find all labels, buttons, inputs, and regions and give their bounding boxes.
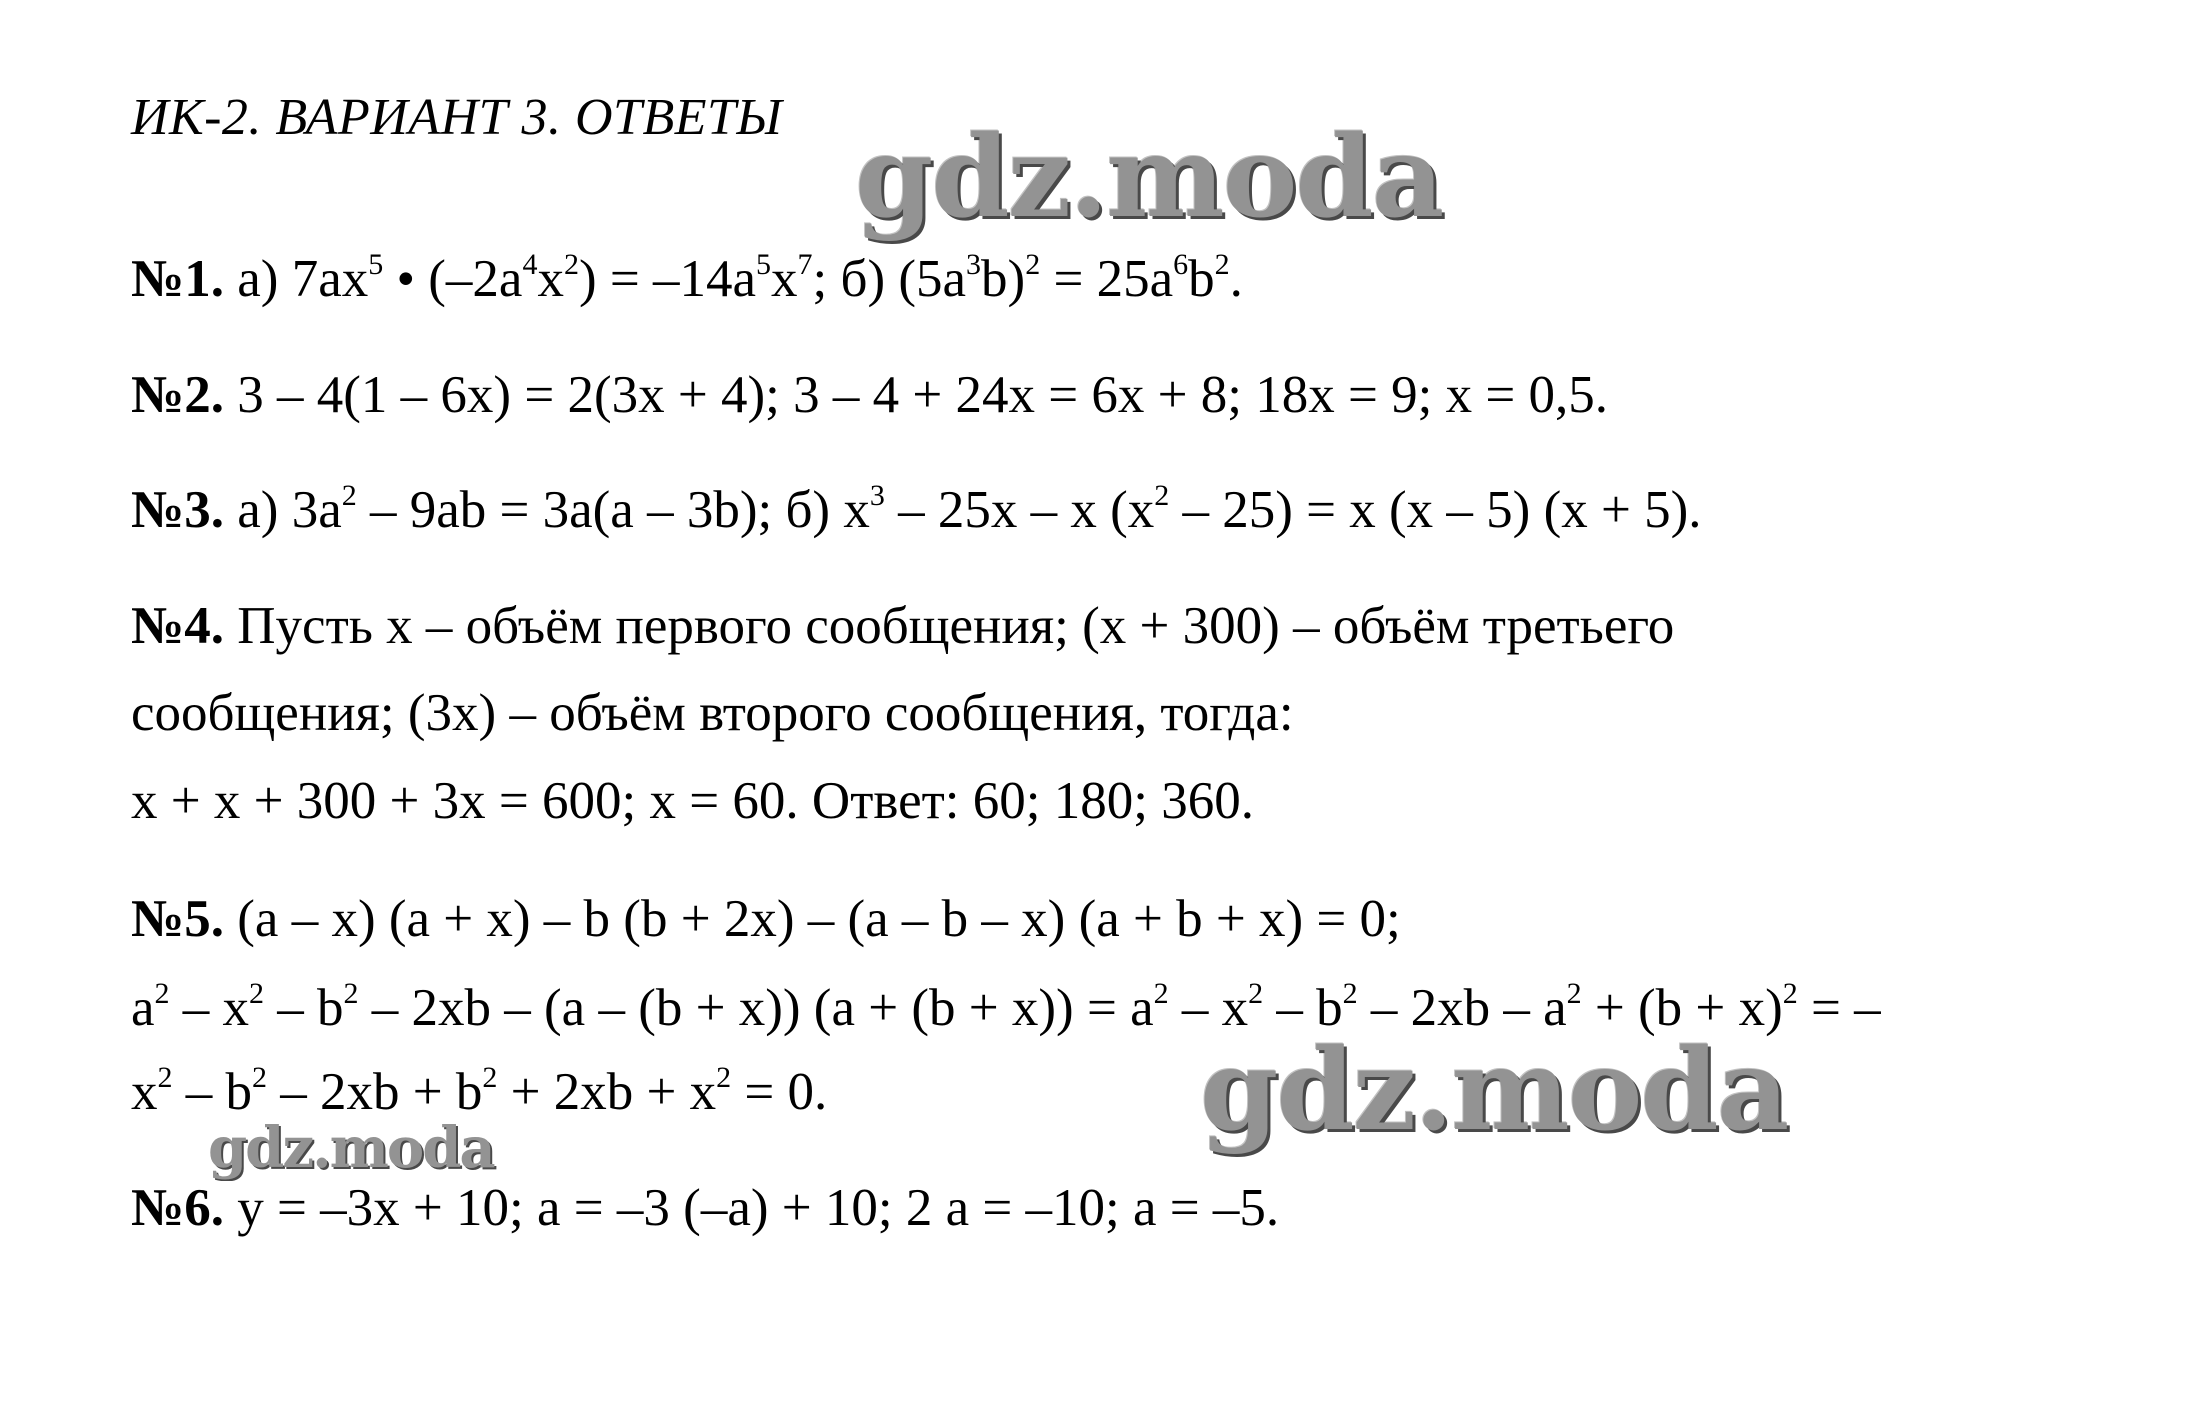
problem-3: №3. а) $3a^2 - 9ab = 3a(a - 3b)$; б) $x^3 - 25x$ – x $(x^2 - 25) = x$ (x – 5) (x + 5).	[131, 479, 1702, 539]
problem-4-line-3: x + x + 300 + 3x = 600; x = 60. Ответ: 60; 180; 360.	[131, 772, 1254, 830]
watermark-logo: gdz.moda	[855, 112, 1443, 243]
page-title: ИК-2. ВАРИАНТ 3. ОТВЕТЫ	[131, 89, 783, 146]
problem-5-line-3: $x^2 - b^2 - 2xb + b^2 + 2xb + x^2 = 0$.	[131, 1061, 828, 1121]
problem-text: (a – x) (a + x) – b (b + 2x) – (a – b – x) (a + b + x) = 0;	[224, 890, 1401, 948]
problem-number: №2.	[131, 366, 225, 424]
problem-text: Пусть x – объём первого сообщения; (x + 300) – объём третьего	[224, 597, 1675, 655]
watermark-logo: gdz.moda	[1200, 1025, 1788, 1156]
watermark-logo-small: gdz.moda	[208, 1115, 494, 1181]
problem-text: 3 – 4(1 – 6x) = 2(3x + 4); 3 – 4 + 24x = 6x + 8; 18x = 9; x = 0,5.	[224, 366, 1609, 424]
problem-4-line-1	[131, 597, 1675, 655]
problem-5-line-2: $a^2 - x^2 - b^2 - 2xb - (a - (b + x)) (a + (b + x)) = a^2 - x^2 - b^2 - 2xb - a^2 + (b + x)^2$ = –	[131, 977, 1881, 1037]
problem-5-line-1	[131, 890, 1401, 948]
problem-number: №4.	[131, 597, 225, 655]
problem-6	[131, 1179, 1280, 1237]
problem-2	[131, 366, 1609, 424]
problem-number: №1.	[131, 250, 225, 308]
problem-number: №6.	[131, 1179, 225, 1237]
problem-text: y = –3x + 10; a = –3 (–a) + 10; 2 a = –10; a = –5.	[224, 1179, 1280, 1237]
problem-4-line-2: сообщения; (3x) – объём второго сообщения, тогда:	[131, 684, 1294, 742]
problem-number: №3.	[131, 481, 225, 539]
problem-1: №1. а) $7ax^5$ • $(-2a^4x^2) = -14a^5x^7$; б) $(5a^3b)^2 = 25a^6b^2$.	[131, 248, 1243, 308]
problem-number: №5.	[131, 890, 225, 948]
